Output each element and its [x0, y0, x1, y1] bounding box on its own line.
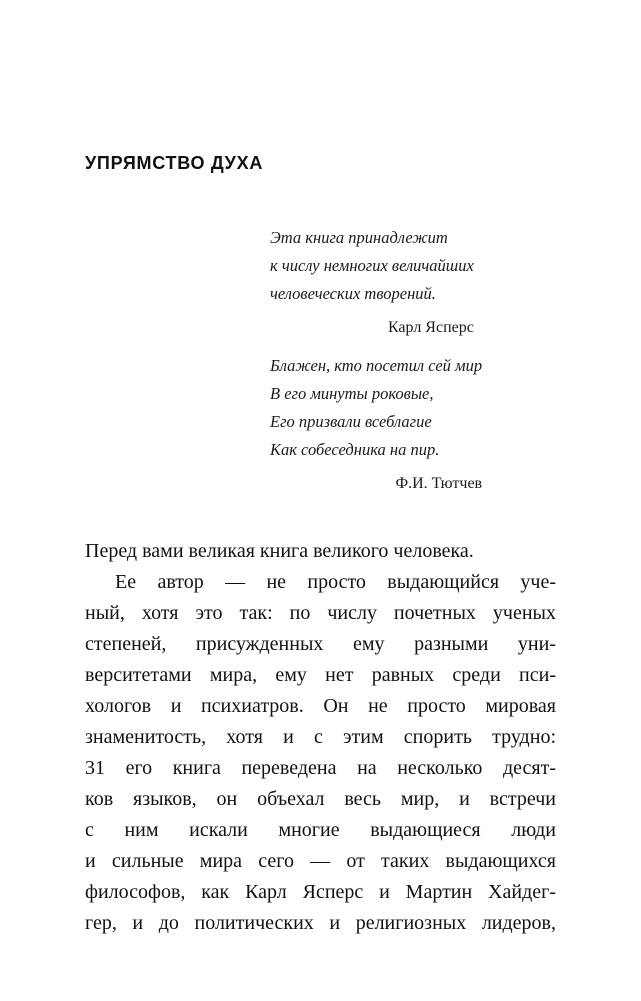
- epigraph-line: Эта книга принадлежит: [270, 228, 448, 247]
- body-line: ков языков, он объехал весь мир, и встречи: [85, 788, 556, 810]
- body-line: Ее автор — не просто выдающийся уче-: [115, 571, 556, 593]
- epigraph-line: человеческих творений.: [270, 284, 436, 303]
- body-paragraph-1: Перед вами великая книга великого человека.: [85, 540, 474, 562]
- chapter-title: УПРЯМСТВО ДУХА: [85, 153, 264, 173]
- body-line: верситетами мира, ему нет равных среди пси-: [85, 664, 556, 686]
- body-line: ный, хотя это так: по числу почетных ученых: [85, 602, 556, 624]
- body-line: знаменитость, хотя и с этим спорить трудно:: [85, 726, 556, 748]
- epigraph-attribution-tyutchev: Ф.И. Тютчев: [395, 475, 483, 492]
- epigraph-line: Как собеседника на пир.: [270, 440, 440, 459]
- epigraph-line: В его минуты роковые,: [270, 384, 434, 403]
- body-line: и сильные мира сего — от таких выдающихся: [85, 850, 556, 872]
- epigraph-jaspers: [270, 224, 474, 342]
- epigraph-line: Блажен, кто посетил сей мир: [270, 356, 483, 375]
- epigraph-line: Его призвали всеблагие: [270, 412, 432, 431]
- epigraph-attribution-jaspers: Карл Ясперс: [387, 319, 474, 336]
- epigraph-line: к числу немногих величайших: [270, 256, 474, 275]
- body-line: с ним искали многие выдающиеся люди: [85, 819, 556, 841]
- epigraph-tyutchev: [270, 352, 482, 498]
- body-line: хологов и психиатров. Он не просто мировая: [85, 695, 556, 717]
- body-text: [85, 536, 556, 939]
- body-line: философов, как Карл Ясперс и Мартин Хайдег-: [85, 881, 556, 903]
- body-line: 31 его книга переведена на несколько десят-: [85, 757, 556, 779]
- body-line: степеней, присужденных ему разными уни-: [85, 633, 556, 655]
- body-line: гер, и до политических и религиозных лидеров,: [85, 912, 556, 934]
